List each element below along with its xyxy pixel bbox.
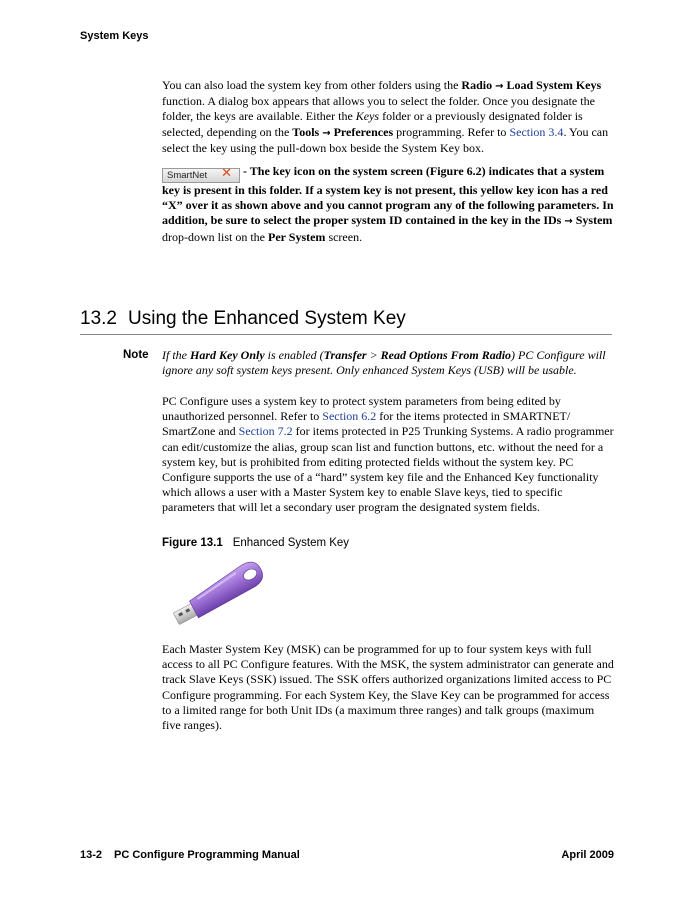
page-footer [80,849,614,861]
footer-date: April 2009 [561,849,614,861]
section-7-2-link[interactable]: Section 7.2 [238,424,293,439]
manual-title: PC Configure Programming Manual [114,849,300,861]
page-number: 13-2 [80,849,103,861]
running-header: System Keys [80,30,149,42]
section-heading: 13.2 Using the Enhanced System Key [80,308,612,335]
paragraph-load-system-keys: You can also load the system key from other folders using the Radio → Load System Keys function. A dialog box appears that allows you to select the folder. Once you designate the folder, the keys are available. Either the Keys folder or a previously designated folder is selected, depending on the Tools → Preferences programming. Refer to Section 3.4. You can select the key using the pull-down box beside the System Key box. [162,78,609,155]
arrow-icon: → [564,216,573,228]
arrow-icon: → [495,81,504,92]
paragraph-master-system-key: Each Master System Key (MSK) can be programmed for up to four system keys with full access to all PC Configure features. With the MSK, the system administrator can generate and track Slave Keys (SSK) issued. The SSK offers authorized organizations limited access to PC Configure programming. For each System Key, the Slave Key can be programmed for access to a limited range for both Unit IDs (a maximum three ranges) and talk groups (maximum five ranges). [162,642,614,733]
smartnet-key-box: SmartNet ✕ [162,168,240,183]
paragraph-pc-configure-system-key: PC Configure uses a system key to protect system parameters from being edited by unauthorized personnel. Refer to Section 6.2 for the items protected in SMARTNET/ SmartZone and Section 7.2 for items protected in P25 Trunking Systems. A radio programmer can edit/customize the alias, group scan list and function buttons, etc. without the need for a system key, but is prohibited from editing protected fields without the system key. PC Configure supports the use of a “hard” system key file and the Enhanced Key functionality which allows a user with a Master System key to enable Slave keys, tied to specific parameters that will let a secondary user program the designated system fields. [162,394,614,515]
figure-caption: Figure 13.1 Enhanced System Key [162,537,350,549]
paragraph-key-icon: SmartNet ✕ - The key icon on the system screen (Figure 6.2) indicates that a system key is present in this folder. If a system key is not present, this yellow key icon has a red “X” over it as shown above and you cannot program any of the following parameters. In addition, be sure to select the proper system ID contained in the key in the IDs → System drop-down list on the Per System screen. [162,164,614,244]
note-label: Note [123,349,149,361]
section-3-4-link[interactable]: Section 3.4 [509,124,564,139]
section-6-2-link[interactable]: Section 6.2 [322,409,377,424]
note-text: If the Hard Key Only is enabled (Transfer > Read Options From Radio) PC Configure will ignore any soft system keys present. Only enhanced System Keys (USB) will be usable. [162,348,606,378]
arrow-icon: → [322,127,331,139]
usb-key-image [162,556,272,626]
key-with-red-x-icon: ✕ [221,166,232,181]
